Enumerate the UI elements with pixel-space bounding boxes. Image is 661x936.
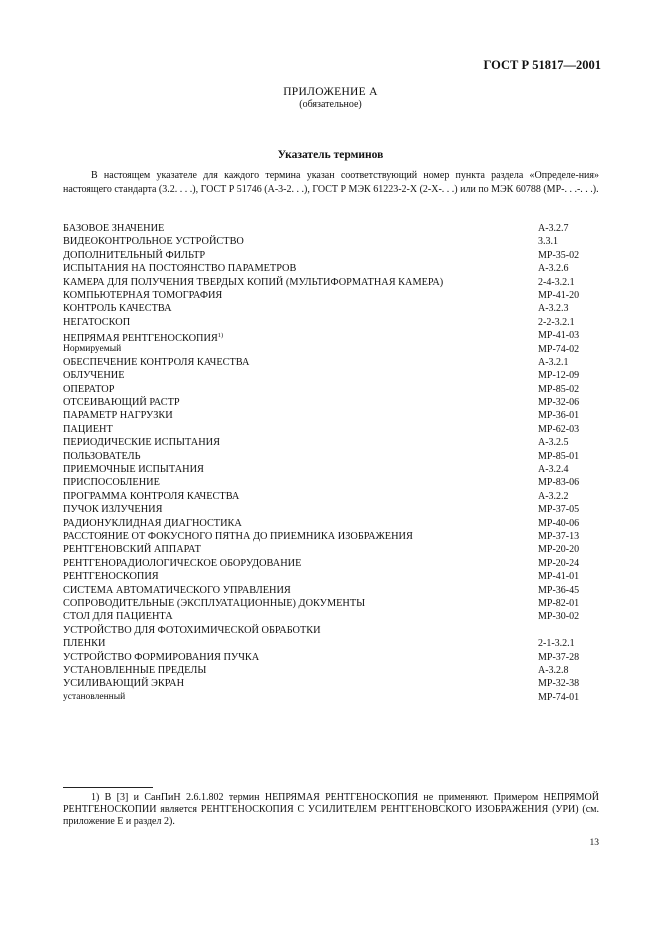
- term-reference-code: МР-37-13: [538, 530, 580, 542]
- term-name: [63, 235, 244, 248]
- intro-paragraph: В настоящем указателе для каждого термина указан соответствующий номер пункта раздела «Определе-ния» настоящего стандарта (3.2. . . .), ГОСТ Р 51746 (А-3-2. . .), ГОСТ Р МЭК 61223-2-Х (2-Х-. . .) или по МЭК 60788 (МР-. . .-. . .).: [63, 170, 599, 195]
- term-text: УСТРОЙСТВО ФОРМИРОВАНИЯ ПУЧКА: [63, 651, 260, 663]
- term-name: [63, 476, 160, 489]
- term-row: [63, 450, 599, 463]
- term-name: [63, 543, 201, 556]
- term-text: Нормируемый: [63, 343, 122, 354]
- term-name: [63, 637, 105, 650]
- term-text: ИСПЫТАНИЯ НА ПОСТОЯНСТВО ПАРАМЕТРОВ: [63, 263, 297, 275]
- term-reference-code: МР-20-24: [538, 557, 580, 569]
- term-reference-code: МР-74-01: [538, 691, 580, 703]
- term-name: [63, 490, 239, 503]
- term-text: БАЗОВОЕ ЗНАЧЕНИЕ: [63, 223, 165, 234]
- term-row: [63, 276, 599, 289]
- term-name: [63, 624, 321, 637]
- term-row: [63, 624, 599, 637]
- term-name: [63, 423, 113, 436]
- term-row: [63, 677, 599, 690]
- term-name: [63, 517, 242, 530]
- term-row: [63, 664, 599, 677]
- page-number: 13: [589, 838, 599, 848]
- term-reference-code: МР-36-45: [538, 584, 580, 596]
- term-reference-code: МР-62-03: [538, 423, 580, 435]
- term-name: [63, 610, 173, 623]
- term-text: КОНТРОЛЬ КАЧЕСТВА: [63, 303, 172, 315]
- term-row: [63, 302, 599, 315]
- term-text: ПРОГРАММА КОНТРОЛЯ КАЧЕСТВА: [63, 490, 240, 502]
- term-text: ПЕРИОДИЧЕСКИЕ ИСПЫТАНИЯ: [63, 437, 220, 449]
- term-row: [63, 637, 599, 650]
- term-row: [63, 409, 599, 422]
- term-reference-code: МР-40-06: [538, 517, 580, 529]
- term-text: ДОПОЛНИТЕЛЬНЫЙ ФИЛЬТР: [63, 249, 206, 261]
- term-row: [63, 543, 599, 556]
- term-text: ВИДЕОКОНТРОЛЬНОЕ УСТРОЙСТВО: [63, 236, 244, 248]
- term-name: [63, 383, 114, 396]
- term-reference-code: МР-82-01: [538, 597, 580, 609]
- term-reference-code: А-3.2.2: [538, 490, 569, 502]
- term-reference-code: 3.3.1: [538, 236, 558, 248]
- term-text: установленный: [63, 691, 126, 702]
- term-text: ПРИСПОСОБЛЕНИЕ: [63, 477, 160, 489]
- term-text: РЕНТГЕНОРАДИОЛОГИЧЕСКОЕ ОБОРУДОВАНИЕ: [63, 557, 302, 569]
- term-name: [63, 570, 159, 583]
- term-reference-code: А-3.2.5: [538, 437, 569, 449]
- term-row: [63, 396, 599, 409]
- term-row: [63, 222, 599, 235]
- term-name: [63, 691, 125, 704]
- term-text: УСТАНОВЛЕННЫЕ ПРЕДЕЛЫ: [63, 664, 207, 676]
- terms-index-list: [63, 222, 599, 704]
- term-text: СОПРОВОДИТЕЛЬНЫЕ (ЭКСПЛУАТАЦИОННЫЕ) ДОКУМЕНТЫ: [63, 597, 366, 609]
- term-text: НЕПРЯМАЯ РЕНТГЕНОСКОПИЯ: [63, 333, 218, 345]
- term-row: [63, 423, 599, 436]
- term-name: [63, 222, 164, 235]
- term-row: [63, 490, 599, 503]
- footnote-divider: [63, 787, 153, 788]
- term-reference-code: МР-36-01: [538, 410, 580, 422]
- term-name: [63, 289, 222, 302]
- term-row: [63, 329, 599, 345]
- term-reference-code: 2-2-3.2.1: [538, 316, 575, 328]
- term-reference-code: МР-32-06: [538, 397, 580, 409]
- term-name: [63, 651, 259, 664]
- term-row: [63, 289, 599, 302]
- term-reference-code: МР-85-02: [538, 383, 580, 395]
- term-row: [63, 356, 599, 369]
- term-name: [63, 450, 141, 463]
- term-name: [63, 276, 443, 289]
- term-name: [63, 677, 184, 690]
- term-name: [63, 316, 130, 329]
- term-text: РЕНТГЕНОСКОПИЯ: [63, 571, 159, 583]
- term-text: УСИЛИВАЮЩИЙ ЭКРАН: [63, 678, 185, 690]
- term-reference-code: МР-85-01: [538, 450, 580, 462]
- term-name: [63, 249, 205, 262]
- term-row: [63, 570, 599, 583]
- term-name: [63, 597, 365, 610]
- term-text: ПАРАМЕТР НАГРУЗКИ: [63, 410, 173, 422]
- term-row: [63, 517, 599, 530]
- term-text: ПОЛЬЗОВАТЕЛЬ: [63, 450, 141, 462]
- term-reference-code: МР-37-05: [538, 504, 580, 516]
- term-name: [63, 503, 162, 516]
- term-name: [63, 369, 125, 382]
- footnote: 1) В [3] и СанПиН 2.6.1.802 термин НЕПРЯМАЯ РЕНТГЕНОСКОПИЯ не применяют. Примером НЕПРЯМОЙ РЕНТГЕНОСКОПИИ является РЕНТГЕНОСКОПИЯ С УСИЛИТЕЛЕМ РЕНТГЕНОВСКОГО ИЗОБРАЖЕНИЯ (УРИ) (см. приложение Е и раздел 2).: [63, 792, 599, 827]
- term-text: РЕНТГЕНОВСКИЙ АППАРАТ: [63, 544, 201, 556]
- term-row: [63, 597, 599, 610]
- term-row: [63, 557, 599, 570]
- term-name: [63, 584, 291, 597]
- term-row: [63, 262, 599, 275]
- term-name: [63, 530, 413, 543]
- term-row: [63, 503, 599, 516]
- term-name: [63, 409, 173, 422]
- appendix-subtitle: (обязательное): [299, 99, 362, 110]
- term-reference-code: МР-41-03: [538, 330, 580, 342]
- term-reference-code: А-3.2.8: [538, 664, 569, 676]
- term-reference-code: МР-37-28: [538, 651, 580, 663]
- term-name: [63, 664, 206, 677]
- term-reference-code: А-3.2.4: [538, 464, 569, 476]
- term-text: СТОЛ ДЛЯ ПАЦИЕНТА: [63, 611, 173, 623]
- term-reference-code: МР-41-20: [538, 289, 580, 301]
- term-text: ОПЕРАТОР: [63, 383, 115, 395]
- term-text: ОБЛУЧЕНИЕ: [63, 370, 125, 382]
- term-row: [63, 383, 599, 396]
- term-name: [63, 436, 220, 449]
- term-reference-code: МР-35-02: [538, 249, 580, 261]
- term-row: [63, 476, 599, 489]
- term-reference-code: А-3.2.1: [538, 356, 569, 368]
- term-text: ПАЦИЕНТ: [63, 423, 113, 435]
- term-name: [63, 396, 180, 409]
- term-row: [63, 691, 599, 704]
- term-reference-code: 2-1-3.2.1: [538, 638, 575, 650]
- term-text: РАДИОНУКЛИДНАЯ ДИАГНОСТИКА: [63, 517, 242, 529]
- term-row: [63, 463, 599, 476]
- term-name: [63, 463, 204, 476]
- term-reference-code: А-3.2.6: [538, 263, 569, 275]
- term-text: СИСТЕМА АВТОМАТИЧЕСКОГО УПРАВЛЕНИЯ: [63, 584, 291, 596]
- term-reference-code: 2-4-3.2.1: [538, 276, 575, 288]
- term-reference-code: МР-74-02: [538, 343, 580, 355]
- term-name: [63, 557, 301, 570]
- appendix-title: ПРИЛОЖЕНИЕ А: [283, 86, 378, 98]
- term-reference-code: МР-12-09: [538, 370, 580, 382]
- term-text: РАССТОЯНИЕ ОТ ФОКУСНОГО ПЯТНА ДО ПРИЕМНИКА ИЗОБРАЖЕНИЯ: [63, 530, 413, 542]
- term-reference-code: МР-30-02: [538, 611, 580, 623]
- term-reference-code: МР-20-20: [538, 544, 580, 556]
- term-text: КАМЕРА ДЛЯ ПОЛУЧЕНИЯ ТВЕРДЫХ КОПИЙ (МУЛЬТИФОРМАТНАЯ КАМЕРА): [63, 276, 444, 288]
- term-row: [63, 316, 599, 329]
- term-reference-code: МР-83-06: [538, 477, 580, 489]
- term-text: УСТРОЙСТВО ДЛЯ ФОТОХИМИЧЕСКОЙ ОБРАБОТКИ: [63, 624, 321, 636]
- term-reference-code: МР-41-01: [538, 571, 580, 583]
- term-reference-code: А-3.2.7: [538, 223, 569, 234]
- term-row: [63, 249, 599, 262]
- appendix-heading: [0, 86, 661, 110]
- term-reference-code: А-3.2.3: [538, 303, 569, 315]
- term-text: ПРИЕМОЧНЫЕ ИСПЫТАНИЯ: [63, 464, 204, 476]
- term-row: [63, 343, 599, 356]
- term-text: ПУЧОК ИЗЛУЧЕНИЯ: [63, 504, 163, 516]
- index-title: Указатель терминов: [277, 149, 384, 161]
- term-row: [63, 610, 599, 623]
- term-row: [63, 436, 599, 449]
- term-text: НЕГАТОСКОП: [63, 316, 131, 328]
- term-name: [63, 356, 249, 369]
- term-row: [63, 584, 599, 597]
- term-reference-code: МР-32-38: [538, 678, 580, 690]
- term-row: [63, 530, 599, 543]
- term-row: [63, 651, 599, 664]
- footnote-marker[interactable]: 1): [217, 332, 224, 340]
- term-name: [63, 343, 121, 356]
- term-text: ОБЕСПЕЧЕНИЕ КОНТРОЛЯ КАЧЕСТВА: [63, 356, 250, 368]
- term-name: [63, 302, 172, 315]
- term-row: [63, 369, 599, 382]
- term-name: [63, 262, 296, 275]
- term-row: [63, 235, 599, 248]
- term-text: ПЛЕНКИ: [63, 638, 106, 650]
- term-text: КОМПЬЮТЕРНАЯ ТОМОГРАФИЯ: [63, 289, 223, 301]
- term-text: ОТСЕИВАЮЩИЙ РАСТР: [63, 397, 180, 409]
- document-code: ГОСТ Р 51817—2001: [483, 58, 601, 72]
